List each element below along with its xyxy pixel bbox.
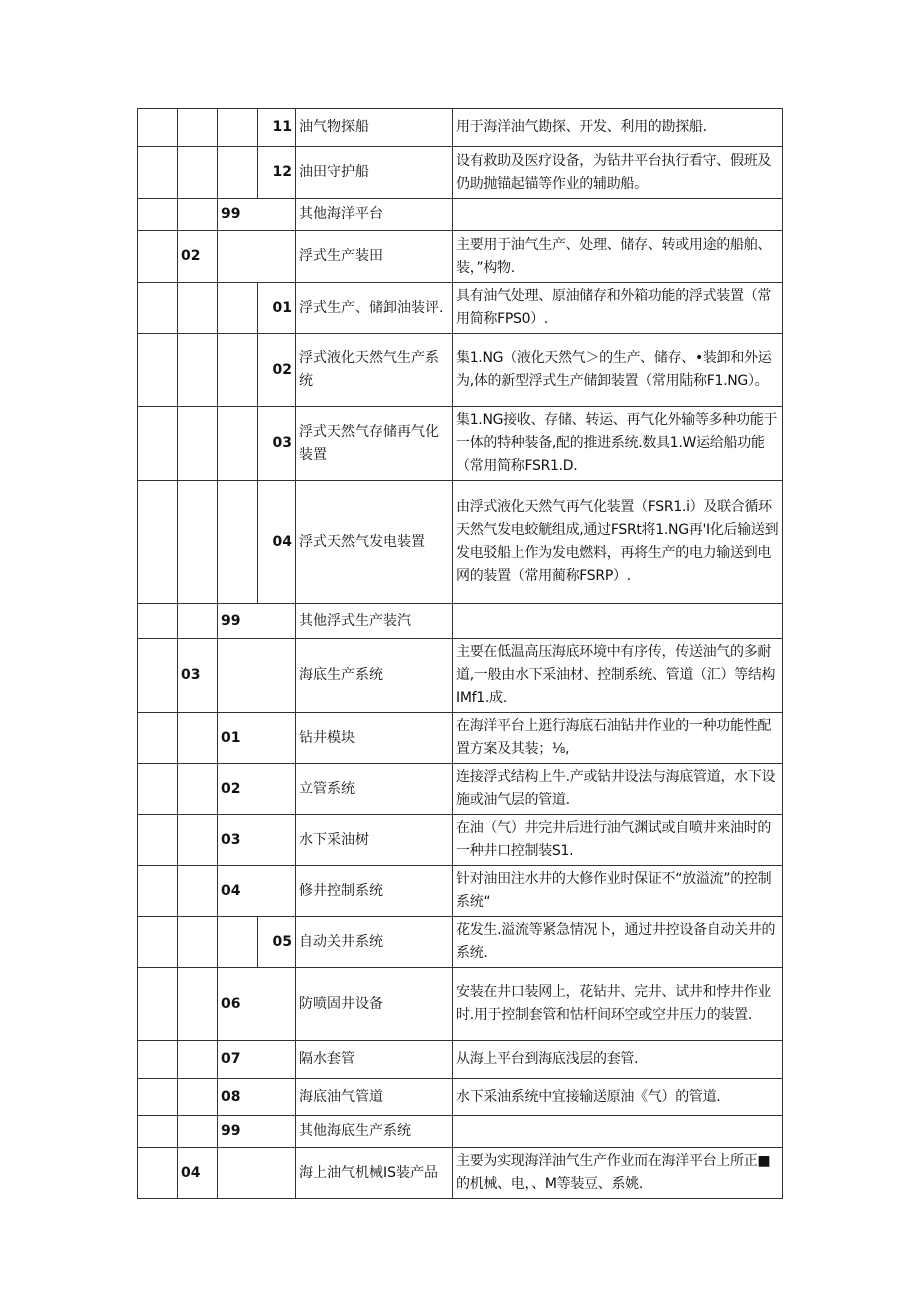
table-row [138, 639, 783, 713]
item-description: 由浮式液化天然气再气化装置（FSR1.i）及联合循环天然气发电蛟觥组成,通过FSRt将1.NG再'I化后输送到发电驳船上作为发电燃料，再将生产的电力输送到电网的装置（常用蔺称FSRP）. [453, 481, 783, 604]
table-row [138, 866, 783, 917]
subcategory-code: 04 [218, 866, 296, 917]
category-code: 04 [178, 1148, 218, 1199]
item-name: 水下采油树 [296, 815, 453, 866]
subcategory-code [218, 231, 296, 283]
table-row [138, 407, 783, 481]
item-name: 钻井模块 [296, 713, 453, 764]
item-name: 浮式生产装田 [296, 231, 453, 283]
subcategory-code: 03 [258, 407, 296, 481]
category-code: 03 [178, 639, 218, 713]
item-name: 其他海底生产系统 [296, 1116, 453, 1148]
subcategory-code: 08 [218, 1079, 296, 1116]
table-row [138, 713, 783, 764]
item-name: 油气物探船 [296, 109, 453, 147]
item-name: 海底生产系统 [296, 639, 453, 713]
table-row [138, 1041, 783, 1079]
item-name: 浮式天然气存储再气化装置 [296, 407, 453, 481]
subcategory-code: 99 [218, 604, 296, 639]
item-description: 用于海洋油气勘探、开发、利用的勘探船. [453, 109, 783, 147]
item-description: 主要在低温高压海底环境中有序传，传送油气的多耐道,一般由水下采油材、控制系统、管道（汇）等结构IMf1.成. [453, 639, 783, 713]
table-row [138, 334, 783, 407]
item-name: 防喷固井设备 [296, 968, 453, 1041]
subcategory-code [218, 639, 296, 713]
item-description: 在油（气）井完井后进行油气渊试或自喷井来油时的一种井口控制装S1. [453, 815, 783, 866]
item-name: 隔水套管 [296, 1041, 453, 1079]
item-description: 连接浮式结构上牛.产或钻井设法与海底管道，水下设施或油气层的管道. [453, 764, 783, 815]
item-description: 集1.NG接收、存储、转运、再气化外输等多种功能于一体的特种装备,配的推进系统.数具1.W运给船功能（常用简称FSR1.D. [453, 407, 783, 481]
table-row [138, 917, 783, 968]
item-name: 其他海洋平台 [296, 199, 453, 231]
item-description: 主要用于油气生产、处理、储存、转或用途的船舶、装，”构物. [453, 231, 783, 283]
item-name: 海底油气管道 [296, 1079, 453, 1116]
item-name: 海上油气机械IS装产品 [296, 1148, 453, 1199]
item-name: 浮式生产、储卸油装评. [296, 283, 453, 334]
subcategory-code: 05 [258, 917, 296, 968]
table-row [138, 764, 783, 815]
subcategory-code: 02 [218, 764, 296, 815]
subcategory-code: 06 [218, 968, 296, 1041]
item-description: 设有救助及医疗设备，为钻井平台执行看守、假班及仍助抛锚起锚等作业的辅助船。 [453, 147, 783, 199]
item-description: 针对油田注水井的大修作业时保证不“放溢流”的控制系统“ [453, 866, 783, 917]
item-name: 立管系统 [296, 764, 453, 815]
equipment-classification-table [137, 108, 783, 1199]
subcategory-code: 01 [258, 283, 296, 334]
item-name: 自动关井系统 [296, 917, 453, 968]
subcategory-code: 03 [218, 815, 296, 866]
item-name: 浮式天然气发电装置 [296, 481, 453, 604]
table-row [138, 1116, 783, 1148]
subcategory-code: 01 [218, 713, 296, 764]
item-description: 集1.NG（液化天然气＞的生产、储存、•装卸和外运为,体的新型浮式生产储卸装置（常用陆称F1.NG）。 [453, 334, 783, 407]
subcategory-code: 11 [258, 109, 296, 147]
subcategory-code [218, 1148, 296, 1199]
table-row [138, 604, 783, 639]
item-description [453, 1116, 783, 1148]
item-name: 修井控制系统 [296, 866, 453, 917]
item-description [453, 199, 783, 231]
table-row [138, 199, 783, 231]
table-row [138, 283, 783, 334]
subcategory-code: 99 [218, 199, 296, 231]
item-description [453, 604, 783, 639]
subcategory-code: 04 [258, 481, 296, 604]
table-row [138, 231, 783, 283]
item-description: 水下采油系统中宜接输送原油《气）的管道. [453, 1079, 783, 1116]
table-row [138, 815, 783, 866]
item-description: 在海洋平台上逛行海底石油钻井作业的一种功能性配置方案及其装；⅛, [453, 713, 783, 764]
item-name: 浮式液化天然气生产系统 [296, 334, 453, 407]
subcategory-code: 02 [258, 334, 296, 407]
item-description: 从海上平台到海底浅层的套管. [453, 1041, 783, 1079]
table-row [138, 968, 783, 1041]
item-description: 花发生.溢流等紧急情况卜，通过井控设备自动关井的系统. [453, 917, 783, 968]
item-name: 油田守护船 [296, 147, 453, 199]
subcategory-code: 99 [218, 1116, 296, 1148]
subcategory-code: 12 [258, 147, 296, 199]
table-row [138, 109, 783, 147]
table-row [138, 481, 783, 604]
subcategory-code: 07 [218, 1041, 296, 1079]
table-row [138, 147, 783, 199]
table-row [138, 1148, 783, 1199]
table-row [138, 1079, 783, 1116]
item-description: 安装在井口装网上，花钻井、完井、试井和悖井作业时.用于控制套管和怙杆间环空或空井压力的装置. [453, 968, 783, 1041]
category-code: 02 [178, 231, 218, 283]
item-description: 主要为实现海洋油气生产作业而在海洋平台上所正■的机械、电，、M等装豆、系姚. [453, 1148, 783, 1199]
item-name: 其他浮式生产装汽 [296, 604, 453, 639]
item-description: 具有油气处理、原油储存和外箱功能的浮式装置（常用简称FPS0）. [453, 283, 783, 334]
